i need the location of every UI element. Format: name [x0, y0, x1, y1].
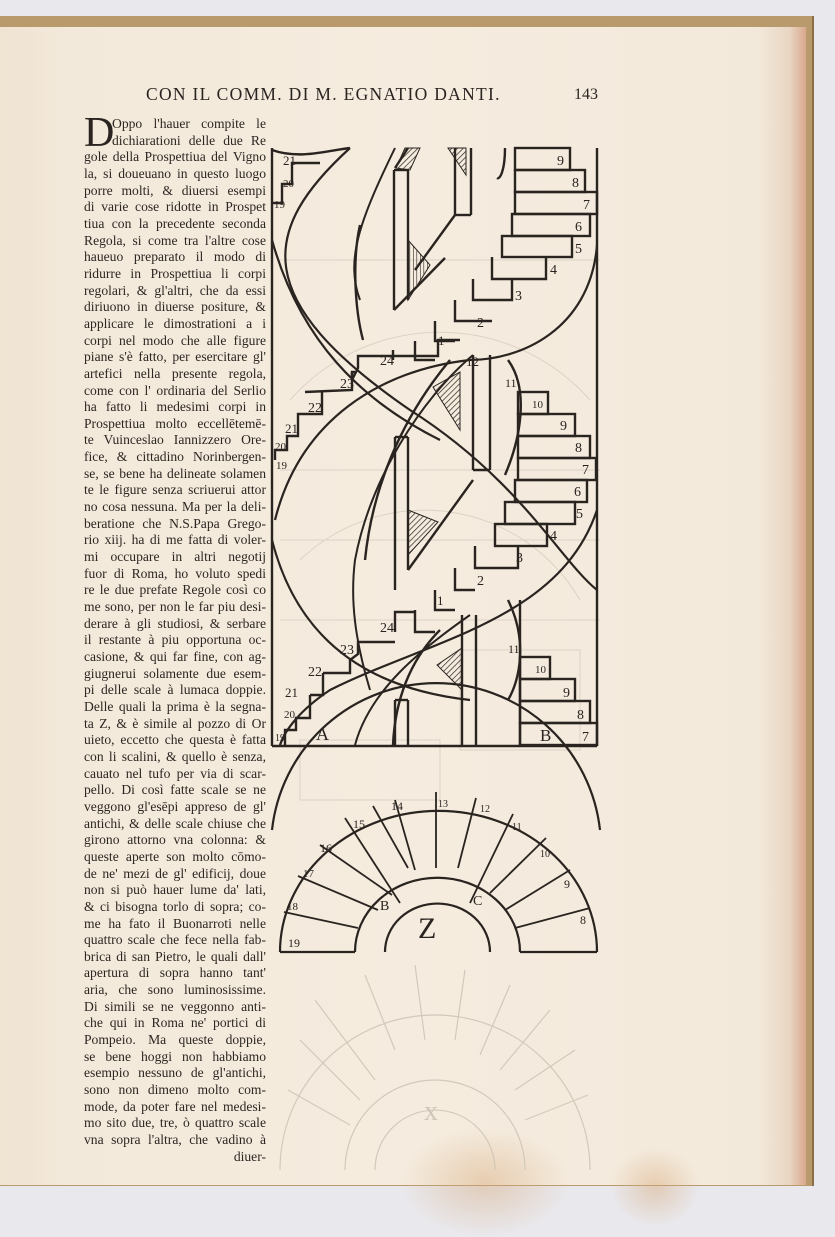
svg-text:17: 17: [303, 868, 314, 880]
text-line: te Vuinceslao Iannizzero Ore-: [84, 432, 266, 448]
svg-text:13: 13: [438, 799, 448, 810]
text-line: applicare le dimostrationi a i: [84, 315, 266, 331]
page-number: 143: [574, 86, 598, 103]
text-line: casione, & qui far fine, con ag-: [84, 649, 266, 664]
text-line: haueuo preparato il modo di: [84, 249, 266, 265]
svg-text:24: 24: [380, 621, 394, 636]
svg-text:11: 11: [505, 376, 517, 390]
text-line: aria, che sono luminosissime.: [84, 982, 266, 998]
text-line: come con l' ordinaria del Serlio: [84, 382, 266, 398]
svg-text:2: 2: [477, 316, 484, 331]
text-line: fuor di Roma, ho voluto spedi: [84, 565, 266, 581]
svg-text:12: 12: [480, 804, 490, 815]
svg-text:1: 1: [437, 593, 444, 608]
text-line: de ne' mezi de gl' edificij, doue: [84, 865, 266, 881]
text-line: giugnerui solamente due esem-: [84, 665, 266, 681]
text-line: corpi nel modo che alle figure: [84, 332, 266, 348]
svg-text:10: 10: [535, 664, 546, 676]
text-line: se, se bene ha delineate solamen: [84, 465, 266, 481]
svg-text:15: 15: [353, 817, 365, 831]
body-text-column: [84, 110, 266, 1165]
text-line: esempio nessuno de gl'antichi,: [84, 1065, 266, 1081]
svg-text:16: 16: [320, 841, 332, 855]
plan-label-B: B: [380, 899, 390, 914]
text-line: Prospettiua molto eccellētemē-: [84, 415, 266, 431]
svg-text:3: 3: [515, 289, 522, 304]
text-line: la, si doueuano in questo luogo: [84, 165, 266, 181]
text-line: re le due prefate Regole così co: [84, 582, 266, 598]
text-line: sono non dimeno molto com-: [84, 1082, 266, 1098]
svg-text:5: 5: [576, 507, 583, 522]
svg-text:21: 21: [285, 421, 298, 436]
text-line: te le figure senza scriuerui attor: [84, 482, 266, 498]
text-line: regolari, & gl'altri, che da essi: [84, 282, 266, 298]
text-line: girono attorno vna colonna: &: [84, 832, 266, 848]
text-line: pi delle scale à lumaca doppie.: [84, 682, 266, 698]
drop-cap: D: [84, 110, 115, 156]
svg-text:3: 3: [516, 551, 523, 566]
svg-text:8: 8: [575, 441, 582, 456]
svg-text:19: 19: [274, 199, 285, 211]
text-line: beratione che N.S.Papa Grego-: [84, 515, 266, 531]
text-line: di varie cose ridotte in Prospet: [84, 199, 266, 215]
svg-text:8: 8: [572, 176, 579, 191]
text-line: & ci bisogna torlo di sopra; co-: [84, 898, 266, 914]
text-line: diuer-: [233, 1148, 266, 1164]
showthrough-label: x: [424, 1096, 438, 1127]
svg-text:19: 19: [288, 936, 300, 950]
svg-text:10: 10: [532, 399, 543, 411]
text-line: non si può hauer lume da' lati,: [84, 882, 266, 898]
svg-text:7: 7: [582, 730, 589, 745]
text-line: mi occupare in altri negotij: [84, 549, 266, 565]
svg-text:9: 9: [564, 877, 570, 891]
plan-label-Z: Z: [418, 912, 437, 945]
svg-text:9: 9: [557, 154, 564, 169]
svg-text:20: 20: [284, 709, 295, 721]
svg-text:9: 9: [563, 686, 570, 701]
text-line: antichi, & delle scale chiuse che: [84, 815, 266, 831]
text-line: diriuono in diuerse positure, &: [84, 299, 266, 315]
svg-text:11: 11: [512, 822, 522, 833]
text-line: mode, da poter fare nel medesi-: [84, 1098, 266, 1114]
text-line: dichiarationi delle due Re: [112, 132, 266, 148]
text-line: Di simili se ne veggonno anti-: [84, 998, 266, 1014]
text-line: uieto, eccetto che questa è fatta: [84, 732, 266, 748]
text-line: rio xiij. ha di me fatta di voler-: [84, 532, 266, 548]
text-line: cauato nel tufo per via di scar-: [84, 765, 266, 781]
label-B: B: [540, 726, 552, 745]
text-line: Regola, si come tra l'altre cose: [84, 232, 266, 248]
svg-text:5: 5: [575, 242, 582, 257]
text-line: queste aperte son molto cōmo-: [84, 848, 266, 864]
water-stain: [610, 1147, 700, 1227]
svg-text:20: 20: [283, 178, 294, 190]
svg-text:6: 6: [574, 485, 581, 500]
svg-text:20: 20: [275, 441, 286, 453]
text-line: fice, & cittadino Norinbergen-: [84, 449, 266, 465]
svg-text:24: 24: [380, 354, 394, 369]
text-line: artefici nella presente regola,: [84, 365, 266, 381]
text-line: Delle quali la prima è la segna-: [84, 698, 266, 714]
svg-text:18: 18: [287, 901, 298, 913]
svg-text:9: 9: [560, 419, 567, 434]
svg-text:6: 6: [575, 220, 582, 235]
water-stain: [400, 1127, 570, 1237]
svg-text:22: 22: [308, 665, 322, 680]
svg-text:22: 22: [308, 401, 322, 416]
running-head: CON IL COMM. DI M. EGNATIO DANTI.: [146, 84, 501, 104]
text-line: pello. Di così fatte scale se ne: [84, 782, 266, 798]
text-line: tiua con la precedente seconda: [84, 215, 266, 231]
text-line: me sono, per non le far piu desi-: [84, 599, 266, 615]
svg-text:10: 10: [540, 849, 550, 860]
text-line: vna sopra l'altra, che vadino à: [84, 1132, 266, 1148]
text-line: ta Z, & è simile al pozzo di Or: [84, 715, 266, 731]
svg-text:7: 7: [582, 463, 589, 478]
svg-text:7: 7: [583, 198, 590, 213]
text-line: Pompeio. Ma queste doppie,: [84, 1032, 266, 1048]
text-line: quattro scale che fece nella fab-: [84, 932, 266, 948]
text-line: piane s'è fatto, per esercitare gl': [84, 349, 266, 365]
svg-text:1: 1: [438, 333, 445, 348]
text-line: no cosa nessuna. Ma per la deli-: [84, 499, 266, 515]
svg-text:19: 19: [276, 460, 287, 472]
svg-text:21: 21: [283, 153, 296, 168]
text-line: porre molti, & diuersi esempi: [84, 182, 266, 198]
plan-label-C: C: [473, 894, 483, 909]
svg-text:2: 2: [477, 574, 484, 589]
text-line: che qui in Roma ne' portici di: [84, 1015, 266, 1031]
text-line: brica di san Pietro, le quali dall': [84, 948, 266, 964]
svg-text:19: 19: [275, 733, 285, 744]
svg-text:12: 12: [466, 354, 479, 369]
svg-text:4: 4: [550, 529, 557, 544]
svg-text:8: 8: [577, 708, 584, 723]
svg-text:21: 21: [285, 685, 298, 700]
text-line: se bene hoggi non habbiamo: [84, 1048, 266, 1064]
text-line: il restante à piu opportuna oc-: [84, 632, 266, 648]
text-line: veggono gl'esēpi appreso de gl': [84, 798, 266, 814]
svg-text:11: 11: [508, 642, 520, 656]
svg-text:23: 23: [340, 377, 354, 392]
text-line: me ha fato il Buonarroti nelle: [84, 915, 266, 931]
label-A: A: [316, 724, 329, 744]
text-line: gole della Prospettiua del Vigno: [84, 149, 266, 165]
svg-text:14: 14: [391, 799, 403, 813]
text-line: apertura di sopra hanno tant': [84, 965, 266, 981]
text-line: Oppo l'hauer compite le: [112, 116, 266, 131]
svg-text:23: 23: [340, 643, 354, 658]
text-line: ridurre in Prospettiua li corpi: [84, 265, 266, 281]
svg-text:8: 8: [580, 913, 586, 927]
svg-text:4: 4: [550, 263, 557, 278]
text-line: derare à gli studiosi, & serbare: [84, 615, 266, 631]
text-line: mo sito due, tre, ò quattro scale: [84, 1115, 266, 1131]
text-line: con li scalini, & quello è senza,: [84, 748, 266, 764]
text-line: ha fatto li medesimi corpi in: [84, 399, 266, 415]
